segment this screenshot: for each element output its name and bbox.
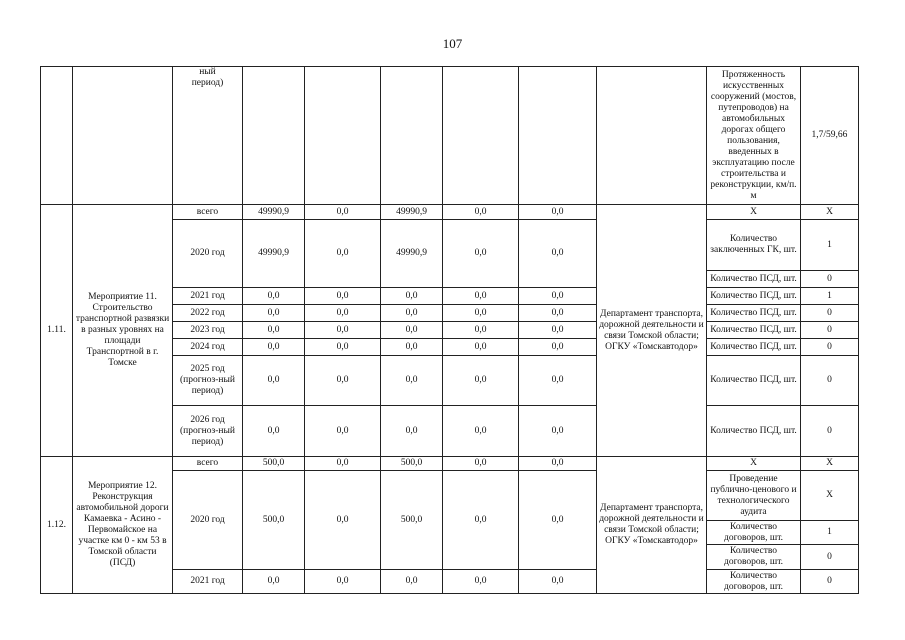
table-row: 2021 год 0,0 0,0 0,0 0,0 0,0 Количество договоров, шт. 0 — [41, 570, 859, 594]
indicator-cell: Х — [707, 457, 801, 471]
table-row: 2026 год (прогноз-ный период) 0,0 0,0 0,0 0,0 0,0 Количество ПСД, шт. 0 — [41, 406, 859, 457]
indicator-value-cell: 0 — [801, 271, 859, 288]
measure-title: Мероприятие 12. Реконструкция автомобильной дороги Камаевка - Асино - Первомайское на участке км 0 - км 53 в Томской области (ПСД) — [73, 457, 173, 594]
page-number: 107 — [442, 36, 463, 51]
executor-cell: Департамент транспорта, дорожной деятельности и связи Томской области; ОГКУ «Томскавтодор» — [597, 205, 707, 457]
measure-title: Мероприятие 11. Строительство транспортной развязки в разных уровнях на площади Транспортной в г. Томске — [73, 205, 173, 457]
program-table — [40, 66, 859, 594]
indicator-cell: Х — [707, 205, 801, 220]
indicator-value-cell: Х — [801, 471, 859, 521]
indicator-cell: Количество договоров, шт. — [707, 545, 801, 570]
period-cell: 2021 год — [173, 570, 243, 594]
continuation-row — [41, 67, 859, 205]
table-row: 2020 год 49990,9 0,0 49990,9 0,0 0,0 Количество заключенных ГК, шт. 1 — [41, 220, 859, 271]
indicator-cell: Количество договоров, шт. — [707, 570, 801, 594]
indicator-cell: Количество ПСД, шт. — [707, 288, 801, 305]
indicator-value-cell: 1 — [801, 220, 859, 271]
indicator-cell: Количество ПСД, шт. — [707, 305, 801, 322]
table-row: 2025 год (прогноз-ный период) 0,0 0,0 0,0 0,0 0,0 Количество ПСД, шт. 0 — [41, 356, 859, 406]
indicator-cell: Количество ПСД, шт. — [707, 339, 801, 356]
table-row: 1.12. Мероприятие 12. Реконструкция автомобильной дороги Камаевка - Асино - Первомайское на участке км 0 - км 53 в Томской области (ПСД) всего 500,0 0,0 500,0 0,0 0,0 Департамент транспорта, дорожной деятельности и связи Томской области; ОГКУ «Томскавтодор» Х Х — [41, 457, 859, 471]
table-row: 2020 год 500,0 0,0 500,0 0,0 0,0 Проведение публично-ценового и технологического аудита Х — [41, 471, 859, 521]
indicator-value-cell: 1,7/59,66 — [801, 67, 859, 205]
period-cell: 2023 год — [173, 322, 243, 339]
indicator-cell: Количество заключенных ГК, шт. — [707, 220, 801, 271]
table-row: 2022 год 0,0 0,0 0,0 0,0 0,0 Количество ПСД, шт. 0 — [41, 305, 859, 322]
indicator-cell: Проведение публично-ценового и технологического аудита — [707, 471, 801, 521]
measure-number: 1.11. — [41, 205, 73, 457]
period-cell: 2020 год — [173, 220, 243, 288]
period-cell: ный период) — [173, 67, 243, 205]
table-row: 1.11. Мероприятие 11. Строительство транспортной развязки в разных уровнях на площади Транспортной в г. Томске всего 49990,9 0,0 49990,9 0,0 0,0 Департамент транспорта, дорожной деятельности и связи Томской области; ОГКУ «Томскавтодор» Х Х — [41, 205, 859, 220]
indicator-cell: Протяженность искусственных сооружений (мостов, путепроводов) на автомобильных дорогах общего пользования, введенных в эксплуатацию после строительства и реконструкции, км/п. м — [707, 67, 801, 205]
period-cell: всего — [173, 457, 243, 471]
indicator-value-cell: 0 — [801, 339, 859, 356]
indicator-value-cell: 0 — [801, 356, 859, 406]
period-cell: всего — [173, 205, 243, 220]
table-row: 2023 год 0,0 0,0 0,0 0,0 0,0 Количество ПСД, шт. 0 — [41, 322, 859, 339]
executor-cell: Департамент транспорта, дорожной деятельности и связи Томской области; ОГКУ «Томскавтодор» — [597, 457, 707, 594]
period-cell: 2024 год — [173, 339, 243, 356]
indicator-value-cell: 0 — [801, 570, 859, 594]
indicator-cell: Количество ПСД, шт. — [707, 406, 801, 457]
indicator-value-cell: 0 — [801, 305, 859, 322]
indicator-value-cell: Х — [801, 457, 859, 471]
period-cell: 2022 год — [173, 305, 243, 322]
indicator-value-cell: 0 — [801, 406, 859, 457]
table-row: 2024 год 0,0 0,0 0,0 0,0 0,0 Количество ПСД, шт. 0 — [41, 339, 859, 356]
indicator-cell: Количество ПСД, шт. — [707, 356, 801, 406]
period-cell: 2020 год — [173, 471, 243, 570]
indicator-cell: Количество ПСД, шт. — [707, 271, 801, 288]
measure-number: 1.12. — [41, 457, 73, 594]
table-row: 2021 год 0,0 0,0 0,0 0,0 0,0 Количество ПСД, шт. 1 — [41, 288, 859, 305]
indicator-value-cell: Х — [801, 205, 859, 220]
indicator-cell: Количество договоров, шт. — [707, 521, 801, 545]
period-cell: 2021 год — [173, 288, 243, 305]
indicator-value-cell: 1 — [801, 288, 859, 305]
period-cell: 2025 год (прогноз-ный период) — [173, 356, 243, 406]
indicator-cell: Количество ПСД, шт. — [707, 322, 801, 339]
indicator-value-cell: 0 — [801, 545, 859, 570]
indicator-value-cell: 0 — [801, 322, 859, 339]
indicator-value-cell: 1 — [801, 521, 859, 545]
period-cell: 2026 год (прогноз-ный период) — [173, 406, 243, 457]
